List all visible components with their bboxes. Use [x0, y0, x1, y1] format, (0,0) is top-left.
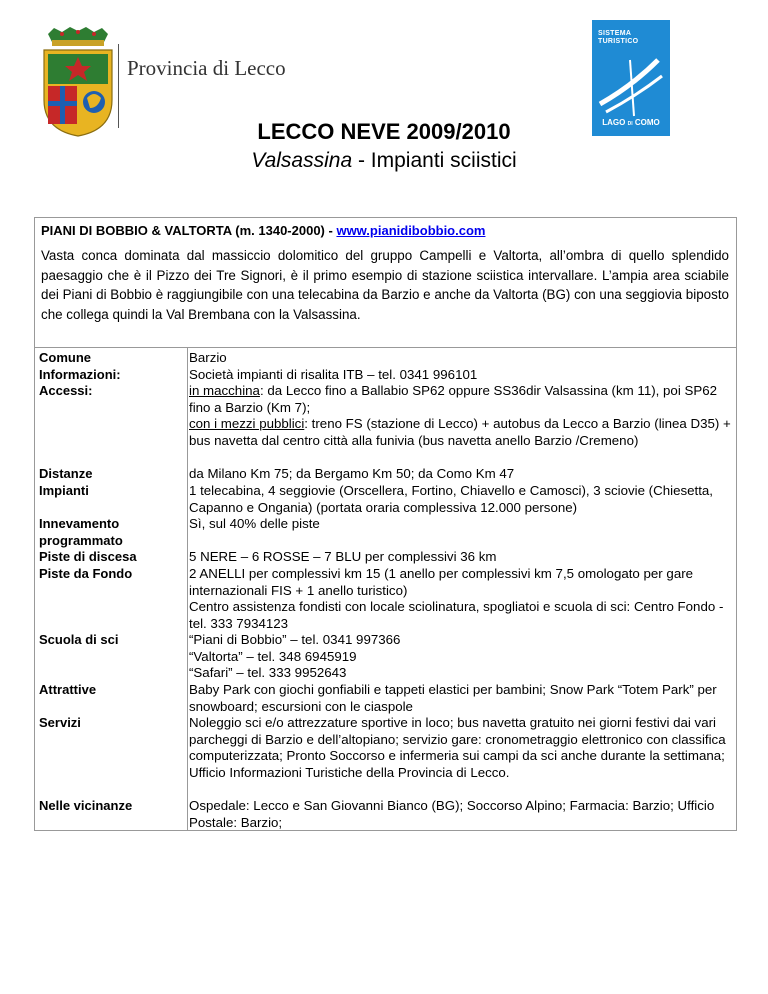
value-comune: Barzio	[189, 350, 227, 365]
resort-description: Vasta conca dominata dal massiccio dolomitico del gruppo Campelli e Valtorta, all’ombra di quello splendido paesaggio che è il Pizzo dei Tre Signori, è il primo esempio di stazione sciistica intervallare. L’ampia area sciabile dei Piani di Bobbio è raggiungibile con una telecabina da Barzio e anche da Valtorta (BG) con una seggiovia biposto che collega quindi la Val Brembana con la Valsassina.	[41, 248, 729, 322]
label-vicinanze: Nelle vicinanze	[39, 798, 133, 813]
page-subtitle: Valsassina - Impianti sciistici	[251, 149, 517, 172]
value-impianti: 1 telecabina, 4 seggiovie (Orscellera, Fortino, Chiavello e Camosci), 3 sciovie (Chiesetta, Capanno e Ongania) (portata oraria complessiva 12.000 persone)	[189, 483, 713, 515]
label-impianti: Impianti	[39, 483, 89, 498]
resort-heading: PIANI DI BOBBIO & VALTORTA (m. 1340-2000) - www.pianidibobbio.com	[41, 223, 486, 238]
value-piste-discesa: 5 NERE – 6 ROSSE – 7 BLU per complessivi 36 km	[189, 549, 497, 564]
value-servizi: Noleggio sci e/o attrezzature sportive in loco; bus navetta gratuito nei giorni festivi dai vari parcheggi di Barzio e dell’altopiano; servizio gare: cronometraggio elettronico con classifica computerizzata; Pronto Soccorso e infermeria sui campi da sci anche durante la settimana; Ufficio Informazioni Turistiche della Provincia di Lecco.	[189, 715, 726, 780]
label-piste-discesa: Piste di discesa	[39, 549, 137, 564]
header-divider	[118, 44, 119, 128]
logo-bottom-text: LAGO DI COMO	[602, 118, 660, 127]
label-distanze: Distanze	[39, 466, 93, 481]
value-scuola: “Piani di Bobbio” – tel. 0341 997366 “Valtorta” – tel. 348 6945919 “Safari” – tel. 333 9952643	[189, 632, 401, 681]
label-servizi: Servizi	[39, 715, 81, 730]
column-divider	[187, 347, 188, 830]
label-comune: Comune	[39, 350, 91, 365]
value-piste-fondo: 2 ANELLI per complessivi km 15 (1 anello per complessivi km 7,5 omologato per gare internazionali FIS + 1 anello turistico) Centro assistenza fondisti con locale sciolinatura, spogliatoi e scuola di sci: Centro Fondo - tel. 333 7934123	[189, 566, 724, 631]
value-informazioni: Società impianti di risalita ITB – tel. 0341 996101	[189, 367, 478, 382]
access-car-label: in macchina	[189, 383, 260, 398]
value-vicinanze: Ospedale: Lecco e San Giovanni Bianco (BG); Soccorso Alpino; Farmacia: Barzio; Ufficio Postale: Barzio;	[189, 798, 715, 830]
label-accessi: Accessi:	[39, 383, 93, 398]
province-name: Provincia di Lecco	[127, 56, 286, 80]
label-innevamento: Innevamento programmato	[39, 516, 123, 548]
label-informazioni: Informazioni:	[39, 367, 121, 382]
label-attrattive: Attrattive	[39, 682, 97, 697]
website-link[interactable]: www.pianidibobbio.com	[336, 223, 486, 238]
value-accessi: in macchina: da Lecco fino a Ballabio SP62 oppure SS36dir Valsassina (km 11), poi SP62 fino a Barzio (Km 7); con i mezzi pubblici: treno FS (stazione di Lecco) + autobus da Lecco a Barzio (linea D35) + bus navetta dal centro città alla funivia (bus navetta anello Barzio /Cremeno)	[189, 383, 731, 448]
resort-info-table	[34, 217, 737, 831]
section-divider	[35, 347, 736, 348]
label-scuola: Scuola di sci	[39, 632, 119, 647]
value-innevamento: Sì, sul 40% delle piste	[189, 516, 320, 531]
page-title: LECCO NEVE 2009/2010	[257, 119, 511, 144]
value-distanze: da Milano Km 75; da Bergamo Km 50; da Como Km 47	[189, 466, 515, 481]
value-attrattive: Baby Park con giochi gonfiabili e tappeti elastici per bambini; Snow Park “Totem Park” per snowboard; escursioni con le ciaspole	[189, 682, 717, 714]
access-public-label: con i mezzi pubblici	[189, 416, 305, 432]
label-piste-fondo: Piste da Fondo	[39, 566, 133, 581]
logo-text: SISTEMA TURISTICO	[598, 30, 639, 45]
